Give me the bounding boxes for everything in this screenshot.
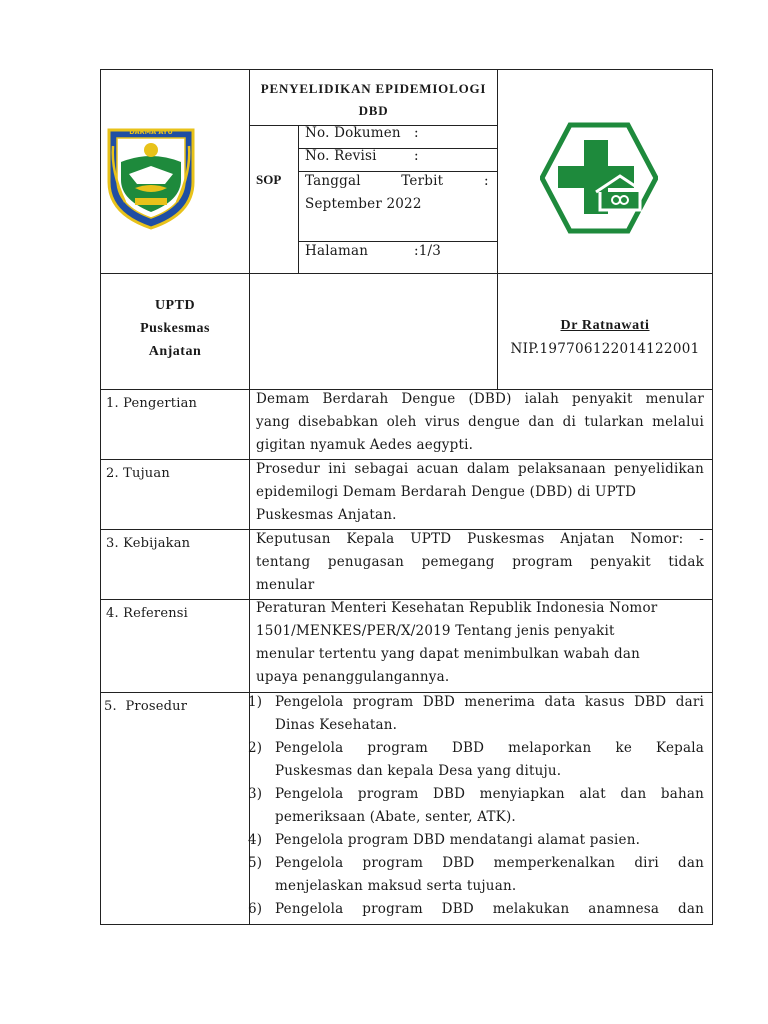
- text-line: Demam Berdarah Dengue (DBD) ialah penyakit menular: [256, 391, 704, 407]
- section-body-tujuan: [256, 458, 704, 527]
- text-line: menjelaskan maksud serta tujuan.: [275, 878, 517, 894]
- org-name: [101, 294, 249, 363]
- section-label-kebijakan: 3. Kebijakan: [106, 536, 191, 551]
- emblem-text: DARMA AYU: [129, 128, 173, 136]
- org-line-2: Puskesmas: [140, 321, 210, 336]
- section-label-referensi: 4. Referensi: [106, 606, 189, 621]
- section-label-pengertian: 1. Pengertian: [106, 396, 198, 411]
- page-label: Halaman: [305, 243, 369, 259]
- text-line: Dinas Kesehatan.: [275, 717, 398, 733]
- text-line: yang disebabkan oleh virus dengue dan di tularkan melalui: [256, 414, 704, 430]
- section-body-pengertian: [256, 388, 704, 457]
- text-line: Pengelola program DBD mendatangi alamat pasien.: [275, 832, 641, 848]
- procedure-item: [248, 829, 704, 852]
- regency-emblem-icon: [105, 122, 197, 232]
- page-value: :1/3: [414, 243, 442, 259]
- text-line: pemeriksaan (Abate, senter, ATK).: [275, 809, 516, 825]
- text-line: Puskesmas Anjatan.: [256, 507, 397, 523]
- sop-label: SOP: [256, 172, 282, 187]
- text-line: Pengelola program DBD menerima data kasus DBD dari: [275, 694, 704, 710]
- section-label-tujuan: 2. Tujuan: [106, 466, 170, 481]
- procedure-item: [248, 852, 704, 898]
- issue-date-label: Tanggal Terbit: [305, 173, 444, 189]
- section-body-referensi: [256, 597, 704, 689]
- text-line: Puskesmas dan kepala Desa yang dituju.: [275, 763, 562, 779]
- signer-nip: NIP.197706122014122001: [510, 341, 700, 357]
- text-line: gigitan nyamuk Aedes aegypti.: [256, 437, 474, 453]
- procedure-number: 2): [248, 740, 263, 756]
- issue-date-colon: :: [484, 173, 489, 189]
- signer-name: Dr Ratnawati: [560, 318, 650, 333]
- procedure-number: 1): [248, 694, 263, 710]
- text-line: Pengelola program DBD menyiapkan alat dan bahan: [275, 786, 704, 802]
- section-label-prosedur: 5. Prosedur: [104, 699, 188, 714]
- section-body-kebijakan: [256, 528, 704, 597]
- org-line-1: UPTD: [154, 298, 196, 313]
- doc-number-label: No. Dokumen: [305, 125, 401, 141]
- procedure-number: 5): [248, 855, 263, 871]
- procedure-item: [248, 691, 704, 737]
- text-line: Pengelola program DBD melakukan anamnesa dan: [275, 901, 704, 917]
- text-line: epidemilogi Demam Berdarah Dengue (DBD) di UPTD: [256, 484, 637, 500]
- doc-number-value: :: [414, 125, 419, 141]
- text-line: menular tertentu yang dapat menimbulkan wabah dan: [256, 646, 641, 662]
- procedure-number: 6): [248, 901, 263, 917]
- text-line: 1501/MENKES/PER/X/2019 Tentang jenis penyakit: [256, 623, 615, 639]
- document-title: PENYELIDIKAN EPIDEMIOLOGI DBD: [260, 81, 487, 118]
- procedure-number: 4): [248, 832, 263, 848]
- procedure-item: [248, 898, 704, 921]
- text-line: Pengelola program DBD melaporkan ke Kepala: [275, 740, 704, 756]
- org-line-3: Anjatan: [148, 344, 202, 359]
- text-line: Pengelola program DBD memperkenalkan diri dan: [275, 855, 704, 871]
- text-line: Prosedur ini sebagai acuan dalam pelaksanaan penyelidikan: [256, 461, 704, 477]
- text-line: tentang penugasan pemegang program penyakit tidak: [256, 554, 704, 570]
- text-line: Peraturan Menteri Kesehatan Republik Indonesia Nomor: [256, 600, 658, 616]
- text-line: menular: [256, 577, 315, 593]
- text-line: upaya penanggulangannya.: [256, 669, 450, 685]
- text-line: Keputusan Kepala UPTD Puskesmas Anjatan Nomor: -: [256, 531, 704, 547]
- procedure-number: 3): [248, 786, 263, 802]
- procedure-item: [248, 783, 704, 829]
- procedure-item: [248, 737, 704, 783]
- issue-date-value: September 2022: [305, 196, 422, 212]
- revision-label: No. Revisi: [305, 148, 377, 164]
- puskesmas-logo-icon: [540, 122, 658, 234]
- revision-value: :: [414, 148, 419, 164]
